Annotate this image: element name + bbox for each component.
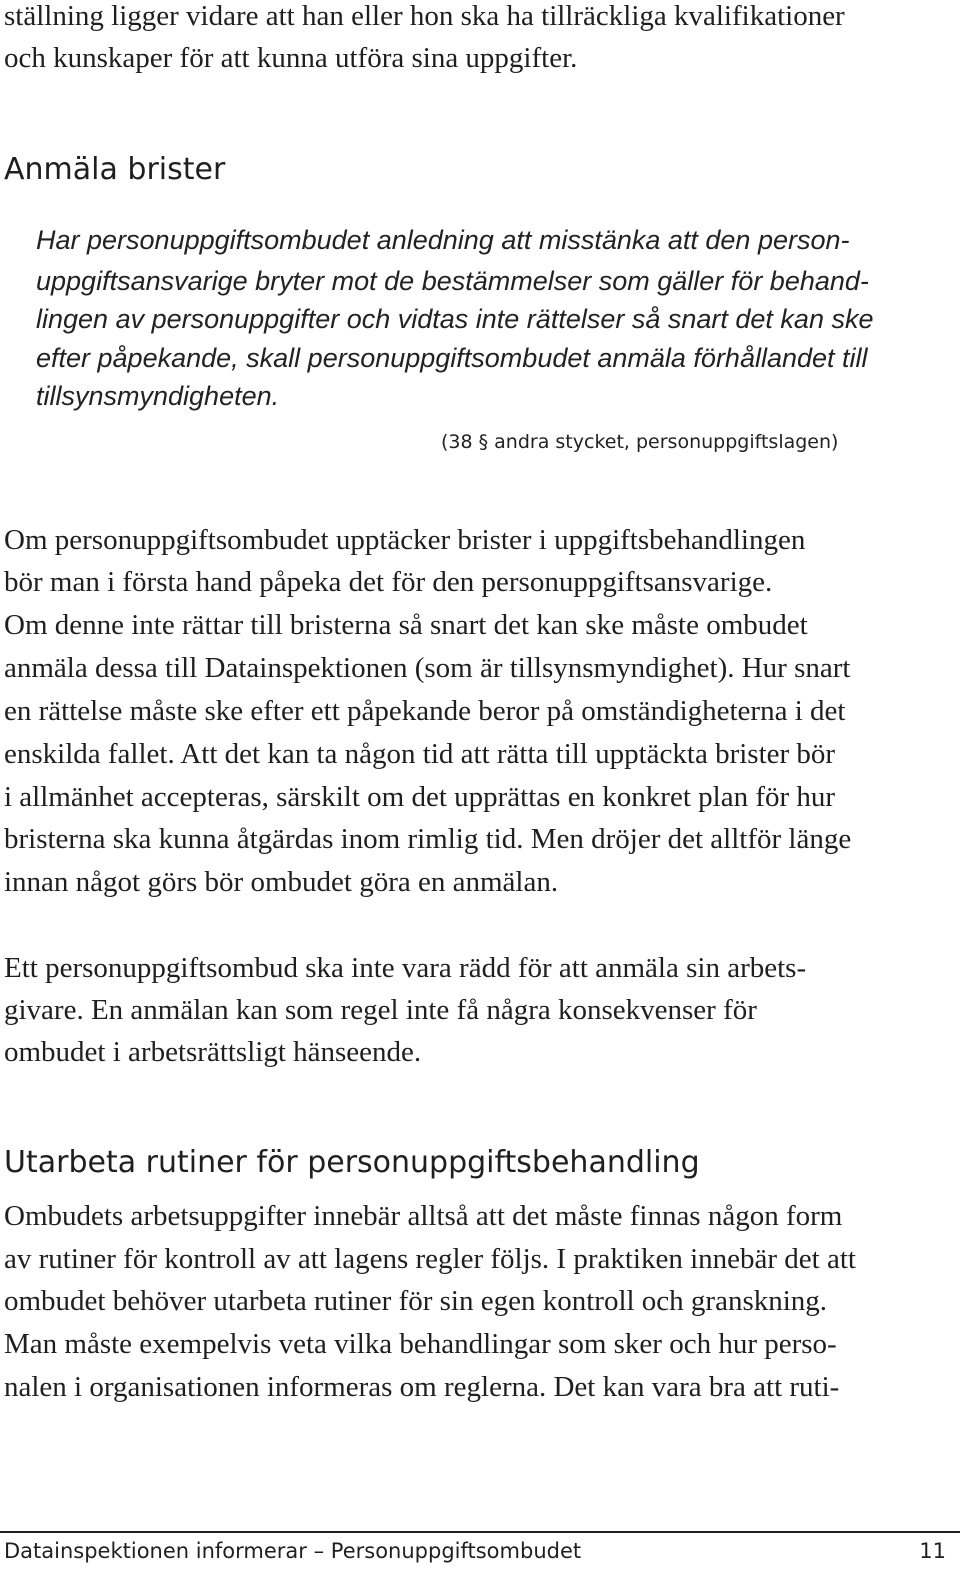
body-line: Om personuppgiftsombudet upptäcker brister i uppgiftsbehandlingen bbox=[4, 524, 806, 556]
quote-line: efter påpekande, skall personuppgiftsombudet anmäla förhållandet till bbox=[36, 343, 868, 373]
body-line: ombudet behöver utarbeta rutiner för sin egen kontroll och granskning. bbox=[4, 1285, 828, 1317]
section-heading-utarbeta-rutiner: Utarbeta rutiner för personuppgiftsbehandling bbox=[4, 1145, 700, 1180]
body-line: Ombudets arbetsuppgifter innebär alltså att det måste finnas någon form bbox=[4, 1200, 843, 1232]
intro-line: och kunskaper för att kunna utföra sina uppgifter. bbox=[4, 42, 578, 74]
body-line: givare. En anmälan kan som regel inte få några konsekvenser för bbox=[4, 994, 757, 1026]
quote-line: Har personuppgiftsombudet anledning att misstänka att den person- bbox=[36, 225, 850, 255]
quote-line: tillsynsmyndigheten. bbox=[36, 381, 280, 411]
section-heading-anmala-brister: Anmäla brister bbox=[4, 152, 226, 187]
footer-publication-title: Datainspektionen informerar – Personuppgiftsombudet bbox=[4, 1539, 582, 1563]
page-number: 11 bbox=[919, 1539, 946, 1563]
body-line: nalen i organisationen informeras om reglerna. Det kan vara bra att ruti- bbox=[4, 1371, 840, 1403]
body-line: ombudet i arbetsrättsligt hänseende. bbox=[4, 1036, 422, 1068]
body-line: Om denne inte rättar till bristerna så snart det kan ske måste ombudet bbox=[4, 609, 808, 641]
body-line: i allmänhet accepteras, särskilt om det upprättas en konkret plan för hur bbox=[4, 781, 836, 813]
quote-line: uppgiftsansvarige bryter mot de bestämmelser som gäller för behand- bbox=[36, 266, 869, 296]
body-line: bristerna ska kunna åtgärdas inom rimlig tid. Men dröjer det alltför länge bbox=[4, 823, 852, 855]
intro-line: ställning ligger vidare att han eller hon ska ha tillräckliga kvalifikationer bbox=[4, 0, 845, 32]
body-line: innan något görs bör ombudet göra en anmälan. bbox=[4, 866, 559, 898]
body-line: anmäla dessa till Datainspektionen (som är tillsynsmyndighet). Hur snart bbox=[4, 652, 851, 684]
body-line: enskilda fallet. Att det kan ta någon tid att rätta till upptäckta brister bör bbox=[4, 738, 836, 770]
body-line: bör man i första hand påpeka det för den personuppgiftsansvarige. bbox=[4, 566, 773, 598]
quote-line: lingen av personuppgifter och vidtas inte rättelser så snart det kan ske bbox=[36, 304, 874, 334]
body-line: Man måste exempelvis veta vilka behandlingar som sker och hur perso- bbox=[4, 1328, 837, 1360]
footer-divider bbox=[0, 1531, 960, 1533]
quote-citation: (38 § andra stycket, personuppgiftslagen) bbox=[441, 431, 839, 453]
body-line: Ett personuppgiftsombud ska inte vara rädd för att anmäla sin arbets- bbox=[4, 952, 807, 984]
body-line: av rutiner för kontroll av att lagens regler följs. I praktiken innebär det att bbox=[4, 1243, 856, 1275]
body-line: en rättelse måste ske efter ett påpekande beror på omständigheterna i det bbox=[4, 695, 846, 727]
